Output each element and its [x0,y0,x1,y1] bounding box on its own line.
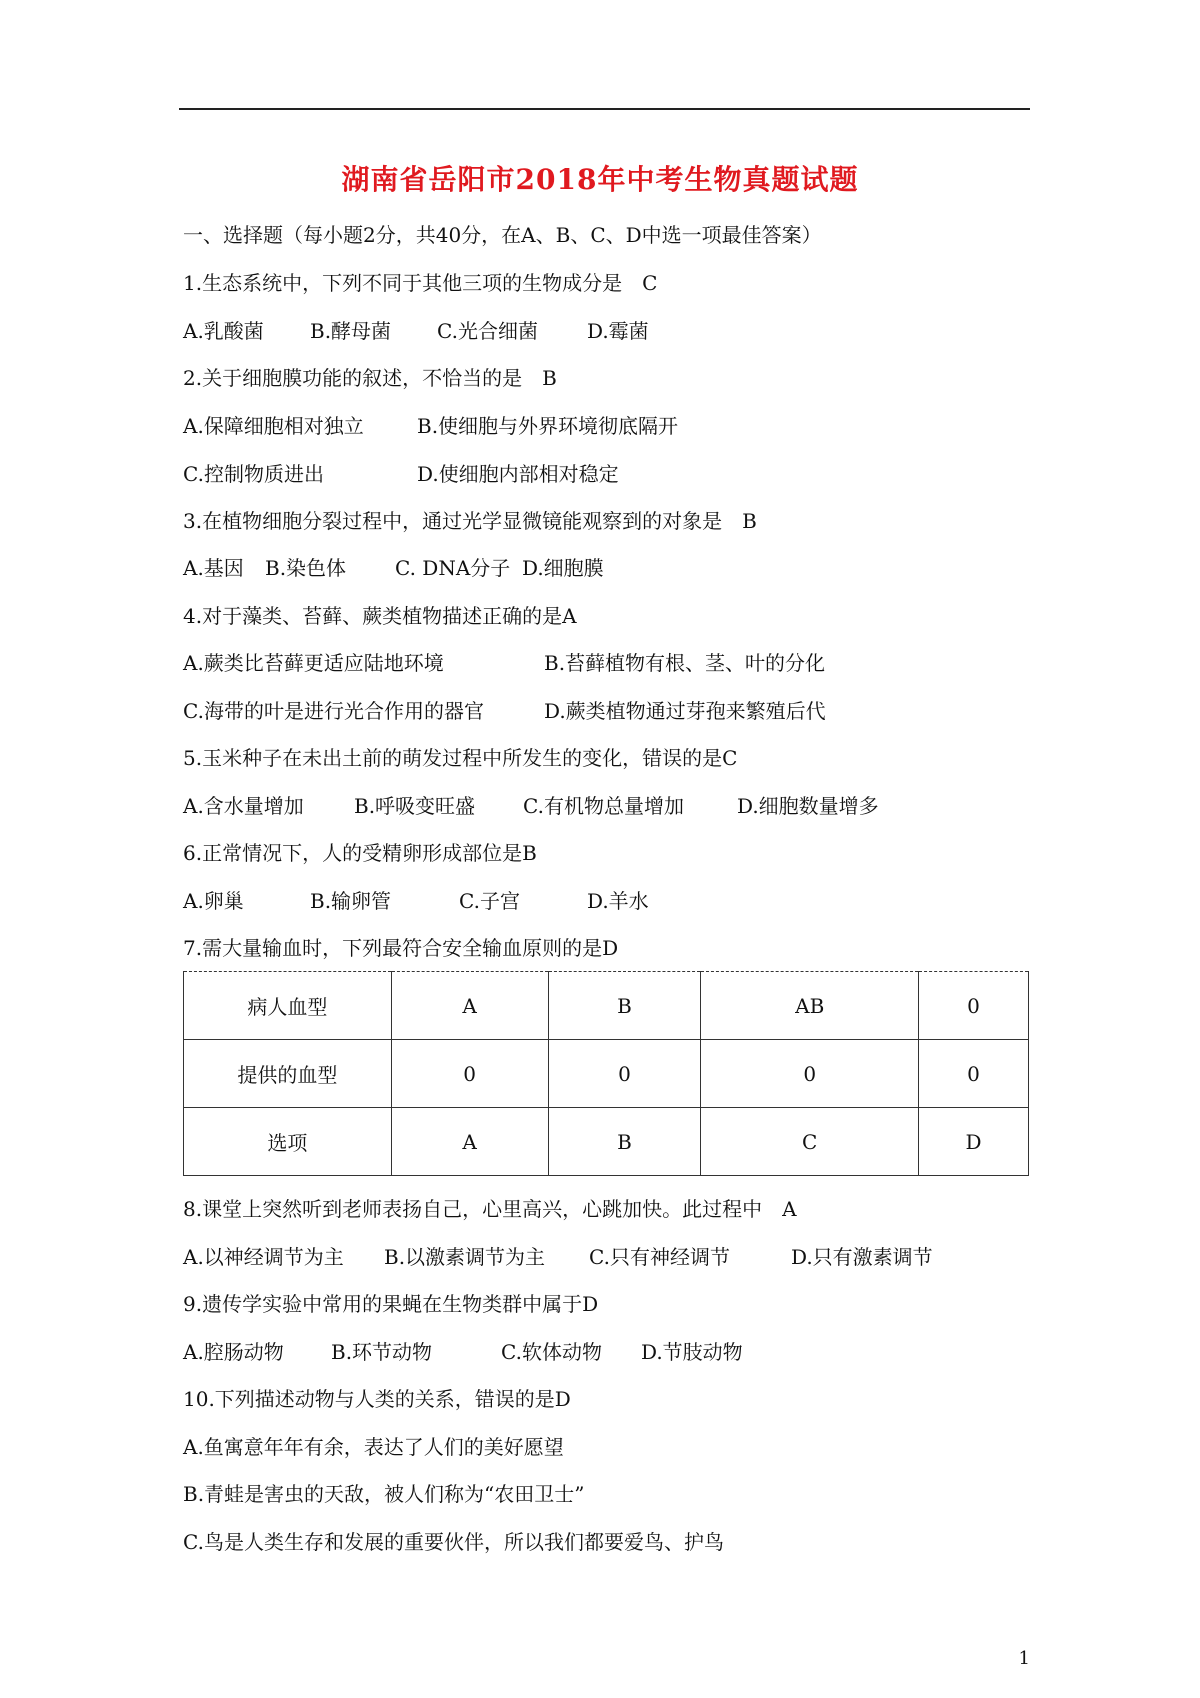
question-10-option-a: A.鱼寓意年年有余，表达了人们的美好愿望 [183,1435,564,1459]
option: B.使细胞与外界环境彻底隔开 [417,414,679,438]
option: B.呼吸变旺盛 [354,794,476,818]
option: B.苔藓植物有根、茎、叶的分化 [544,651,826,675]
option: B.酵母菌 [310,319,392,343]
table-cell: B [548,972,701,1040]
option: C.海带的叶是进行光合作用的器官 [183,699,484,723]
table-cell: 0 [701,1040,919,1108]
option: B.输卵管 [310,889,392,913]
table-cell: 0 [391,1040,548,1108]
question-7-stem: 7.需大量输血时，下列最符合安全输血原则的是D [183,936,619,960]
question-1-stem: 1.生态系统中，下列不同于其他三项的生物成分是 C [183,271,658,295]
table-cell: 病人血型 [184,972,392,1040]
question-2-stem: 2.关于细胞膜功能的叙述，不恰当的是 B [183,366,557,390]
option: A.蕨类比苔藓更适应陆地环境 [183,651,444,675]
table-row [184,1108,1029,1176]
table-row [184,972,1029,1040]
option: D.只有激素调节 [791,1245,933,1269]
table-cell: 0 [919,972,1029,1040]
option: D.霉菌 [587,319,649,343]
table-cell: A [391,1108,548,1176]
table-cell: 0 [548,1040,701,1108]
question-10-option-b: B.青蛙是害虫的天敌，被人们称为“农田卫士” [183,1482,585,1506]
section-heading: 一、选择题（每小题2分，共40分，在A、B、C、D中选一项最佳答案） [183,223,822,247]
option: D.节肢动物 [641,1340,743,1364]
option: A.乳酸菌 [183,319,264,343]
table-cell: D [919,1108,1029,1176]
option: A.以神经调节为主 [183,1245,344,1269]
option: C.只有神经调节 [589,1245,730,1269]
option: D.羊水 [587,889,649,913]
option: C.有机物总量增加 [523,794,684,818]
option: B.染色体 [265,556,347,580]
header-rule [179,108,1030,110]
option: C. DNA分子 [395,556,511,580]
table-cell: 0 [919,1040,1029,1108]
table-cell: C [701,1108,919,1176]
option: D.细胞膜 [522,556,604,580]
question-5-stem: 5.玉米种子在未出土前的萌发过程中所发生的变化，错误的是C [183,746,738,770]
page-title: 湖南省岳阳市2018年中考生物真题试题 [341,163,859,196]
option: B.以激素调节为主 [384,1245,546,1269]
option: A.腔肠动物 [183,1340,284,1364]
table-cell: 选项 [184,1108,392,1176]
table-cell: A [391,972,548,1040]
option: B.环节动物 [331,1340,433,1364]
option: A.卵巢 [183,889,244,913]
option: C.软体动物 [501,1340,602,1364]
option: A.基因 [183,556,244,580]
table-cell: B [548,1108,701,1176]
option: C.子宫 [459,889,520,913]
question-8-stem: 8.课堂上突然听到老师表扬自己，心里高兴，心跳加快。此过程中 A [183,1197,797,1221]
table-row [184,1040,1029,1108]
option: C.控制物质进出 [183,462,324,486]
question-10-option-c: C.鸟是人类生存和发展的重要伙伴，所以我们都要爱鸟、护鸟 [183,1530,724,1554]
option: D.蕨类植物通过芽孢来繁殖后代 [544,699,826,723]
option: C.光合细菌 [437,319,538,343]
table-cell: 提供的血型 [184,1040,392,1108]
option: D.细胞数量增多 [737,794,879,818]
option: A.保障细胞相对独立 [183,414,364,438]
page-number: 1 [1018,1648,1030,1669]
question-4-stem: 4.对于藻类、苔藓、蕨类植物描述正确的是A [183,604,577,628]
question-9-stem: 9.遗传学实验中常用的果蝇在生物类群中属于D [183,1292,599,1316]
question-6-stem: 6.正常情况下，人的受精卵形成部位是B [183,841,537,865]
option: D.使细胞内部相对稳定 [417,462,619,486]
question-3-stem: 3.在植物细胞分裂过程中，通过光学显微镜能观察到的对象是 B [183,509,757,533]
option: A.含水量增加 [183,794,304,818]
table-cell: AB [701,972,919,1040]
question-10-stem: 10.下列描述动物与人类的关系，错误的是D [183,1387,571,1411]
blood-type-table [183,971,1029,1176]
